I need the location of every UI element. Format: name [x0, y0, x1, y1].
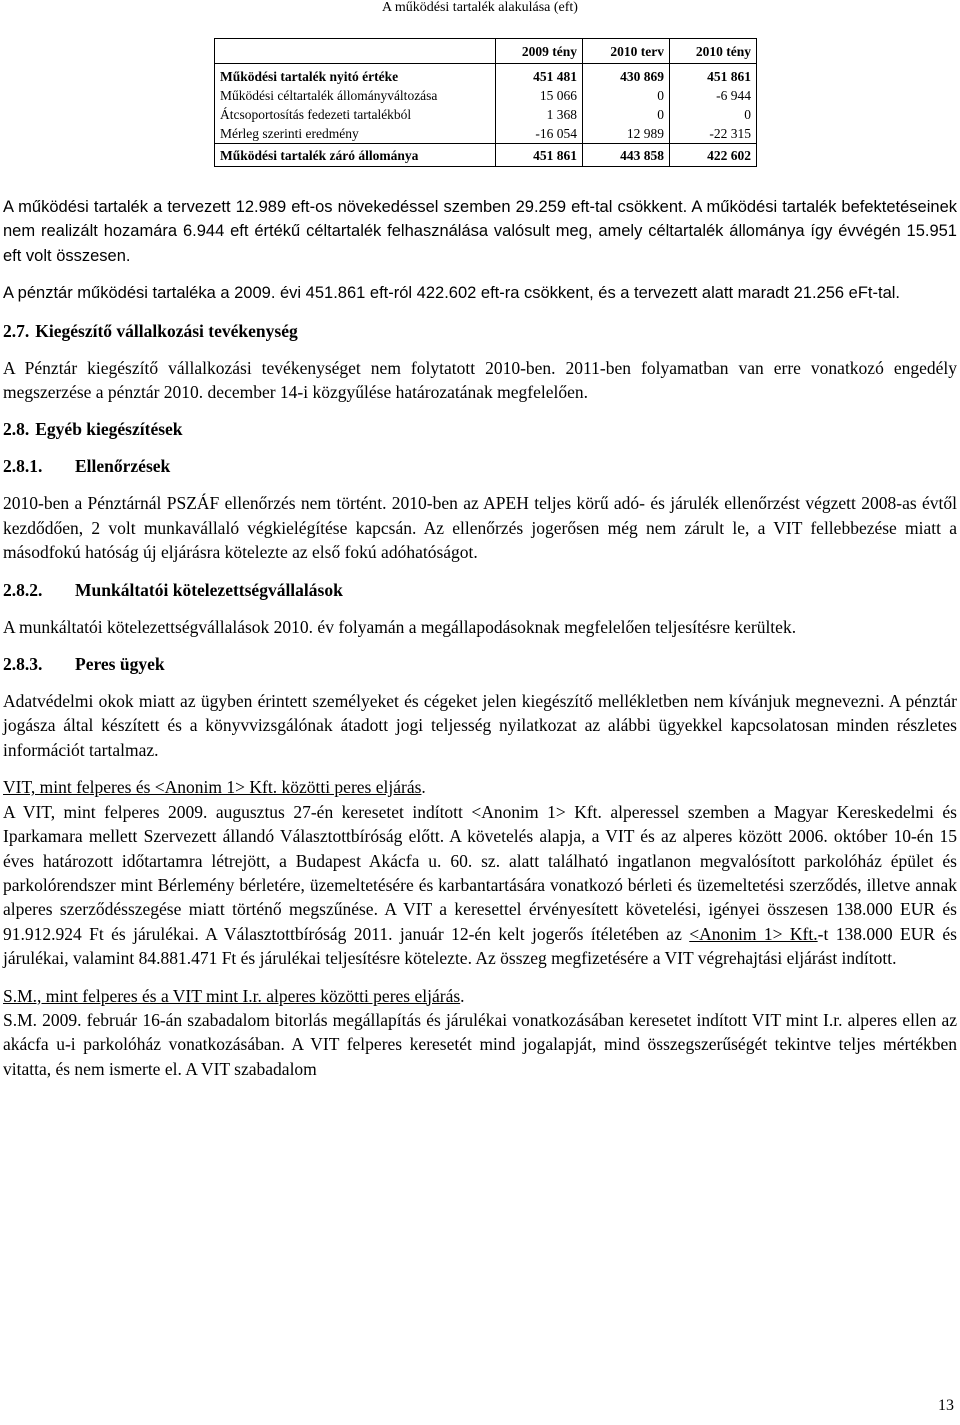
- paragraph-business-activity: A Pénztár kiegészítő vállalkozási tevékenységet nem folytatott 2010-ben. 2011-ben folyamatban van erre vonatkozó engedély megszerzése a pénztár 2010. december 14-i közgyűlése határozatának megfelelően.: [3, 357, 957, 403]
- section-title: Egyéb kiegészítések: [35, 419, 183, 440]
- table-caption: A működési tartalék alakulása (eft): [382, 0, 578, 15]
- cell-value: -16 054: [496, 124, 583, 144]
- table-row: [215, 144, 757, 167]
- section-title: Peres ügyek: [75, 654, 165, 675]
- cell-value: -22 315: [670, 124, 757, 144]
- reserve-table: [214, 38, 757, 167]
- cell-value: 451 861: [496, 144, 583, 167]
- paragraph-reserve-change: A működési tartalék a tervezett 12.989 eft-os növekedéssel szemben 29.259 eft-tal csökkent. A működési tartalék befektetéseinek nem realizált hozamára 6.944 eft értékű céltartalék felhasználása valósult meg, amely céltartalék állománya így évvégén 15.951 eft volt összesen.: [3, 198, 957, 265]
- case-1-title-text: VIT, mint felperes és <Anonim 1> Kft. közötti peres eljárás: [3, 777, 422, 798]
- table-header-row: [215, 39, 757, 64]
- section-heading-2-8-1: [3, 454, 957, 478]
- section-number: 2.7.: [3, 320, 30, 341]
- page-number: 13: [938, 1397, 954, 1414]
- cell-value: 451 861: [670, 64, 757, 87]
- cell-value: -6 944: [670, 86, 757, 105]
- case-1-text-b: -t 138.000 EUR és járulékai, valamint 84.881.471 Ft és járulékai teljesítésre kötelezte. Az összeg megfizetésére a VIT végrehajtási eljárást indított.: [3, 923, 957, 969]
- row-label: Működési tartalék nyitó értéke: [220, 69, 399, 84]
- document-body: [3, 195, 957, 1081]
- case-2-title: [3, 984, 957, 1008]
- case-1-text-a: A VIT, mint felperes 2009. augusztus 27-én keresetet indított <Anonim 1> Kft. alperessel szemben a Magyar Kereskedelmi és Iparkamara mellett Szervezett állandó Választottbíróság előtt. A követelés alapja, a VIT és az alperes között 2006. október 10-én 15 éves határozott időtartamra létrejött, a Budapest Akácfa u. 60. sz. alatt található ingatlanon megvalósított parkolóház épület és parkolórendszer mint Bérlemény bérletére, üzemeltetésére és karbantartására vonatkozó bérleti és üzemeltetési szerződés, illetve annak alperes szerződésszegése miatt történő megszűnése. A VIT a keresettel érvényesített követelési, igényei összesen 138.000 EUR és 91.912.924 Ft és járulékai. A Választottbíróság 2011. január 12-én kelt jogerős ítéletében az: [3, 801, 957, 944]
- section-heading-2-8: [3, 417, 957, 441]
- case-2-title-text: S.M., mint felperes és a VIT mint I.r. alperes közötti peres eljárás: [3, 985, 461, 1006]
- section-heading-2-8-3: [3, 652, 957, 676]
- paragraph-employer-commitments: A munkáltatói kötelezettségvállalások 2010. év folyamán a megállapodásoknak megfelelően teljesítésre kerültek.: [3, 616, 797, 637]
- table-row: [215, 105, 757, 124]
- paragraph-audits: 2010-ben a Pénztárnál PSZÁF ellenőrzés nem történt. 2010-ben az APEH teljes körű adó- és járulék ellenőrzést végzett 2008-as évtől kezdődően, 2 volt munkavállaló végkielégítése kapcsán. Az ellenőrzés jogerősen még nem zárult le, a VIT fellebbezése miatt a másodfokú hatóság új eljárásra kötelezte az első fokú adóhatóságot.: [3, 493, 957, 563]
- col-header: 2009 tény: [496, 39, 583, 64]
- table-row: [215, 124, 757, 144]
- cell-value: 15 066: [496, 86, 583, 105]
- table-row: [215, 64, 757, 87]
- section-title: Munkáltatói kötelezettségvállalások: [75, 579, 343, 600]
- section-heading-2-7: [3, 319, 957, 343]
- section-title: Ellenőrzések: [75, 456, 171, 477]
- cell-value: 1 368: [496, 105, 583, 124]
- col-header: 2010 terv: [583, 39, 670, 64]
- cell-value: 12 989: [583, 124, 670, 144]
- cell-value: 443 858: [583, 144, 670, 167]
- cell-value: 0: [583, 86, 670, 105]
- case-1-title: [3, 775, 957, 799]
- table-row: [215, 86, 757, 105]
- section-number: 2.8.2.: [3, 579, 43, 600]
- row-label: Mérleg szerinti eredmény: [220, 126, 359, 141]
- section-title: Kiegészítő vállalkozási tevékenység: [35, 320, 298, 341]
- row-label: Átcsoportosítás fedezeti tartalékból: [220, 107, 412, 122]
- case-1-body: [3, 800, 957, 971]
- cell-value: 430 869: [583, 64, 670, 87]
- cell-value: 0: [670, 105, 757, 124]
- section-number: 2.8.3.: [3, 654, 43, 675]
- case-2-body: S.M. 2009. február 16-án szabadalom bitorlás megállapítás és járulékai vonatkozásában keresetet indított VIT mint I.r. alperes ellen az akácfa u-i parkolóház vonatkozásában. A VIT felperes keresetét mind jogalapját, mind összegszerűségét tekintve teljes mértékben vitatta, és nem ismerte el. A VIT szabadalom: [3, 1009, 957, 1079]
- cell-value: 0: [583, 105, 670, 124]
- section-number: 2.8.1.: [3, 456, 43, 477]
- cell-value: 451 481: [496, 64, 583, 87]
- table-header-empty: [215, 39, 496, 64]
- row-label: Működési tartalék záró állománya: [215, 144, 496, 167]
- case-1-party: <Anonim 1> Kft.: [689, 923, 818, 944]
- paragraph-lawsuits-intro: Adatvédelmi okok miatt az ügyben érintett személyeket és cégeket jelen kiegészítő mellékletben nem kívánjuk megnevezni. A pénztár jogásza által készített és a könyvvizsgálónak átadott jogi teljesség nyilatkozat az alábbi ügyekkel kapcsolatosan minden részletes információt tartalmaz.: [3, 691, 957, 760]
- row-label: Működési céltartalék állományváltozása: [220, 88, 438, 103]
- case-2-title-end: .: [460, 985, 465, 1006]
- paragraph-reserve-decrease: A pénztár működési tartaléka a 2009. évi 451.861 eft-ról 422.602 eft-ra csökkent, és a tervezett alatt maradt 21.256 eFt-tal.: [3, 284, 901, 303]
- case-1-title-end: .: [421, 777, 426, 798]
- section-number: 2.8.: [3, 419, 30, 440]
- section-heading-2-8-2: [3, 578, 957, 602]
- cell-value: 422 602: [670, 144, 757, 167]
- col-header: 2010 tény: [670, 39, 757, 64]
